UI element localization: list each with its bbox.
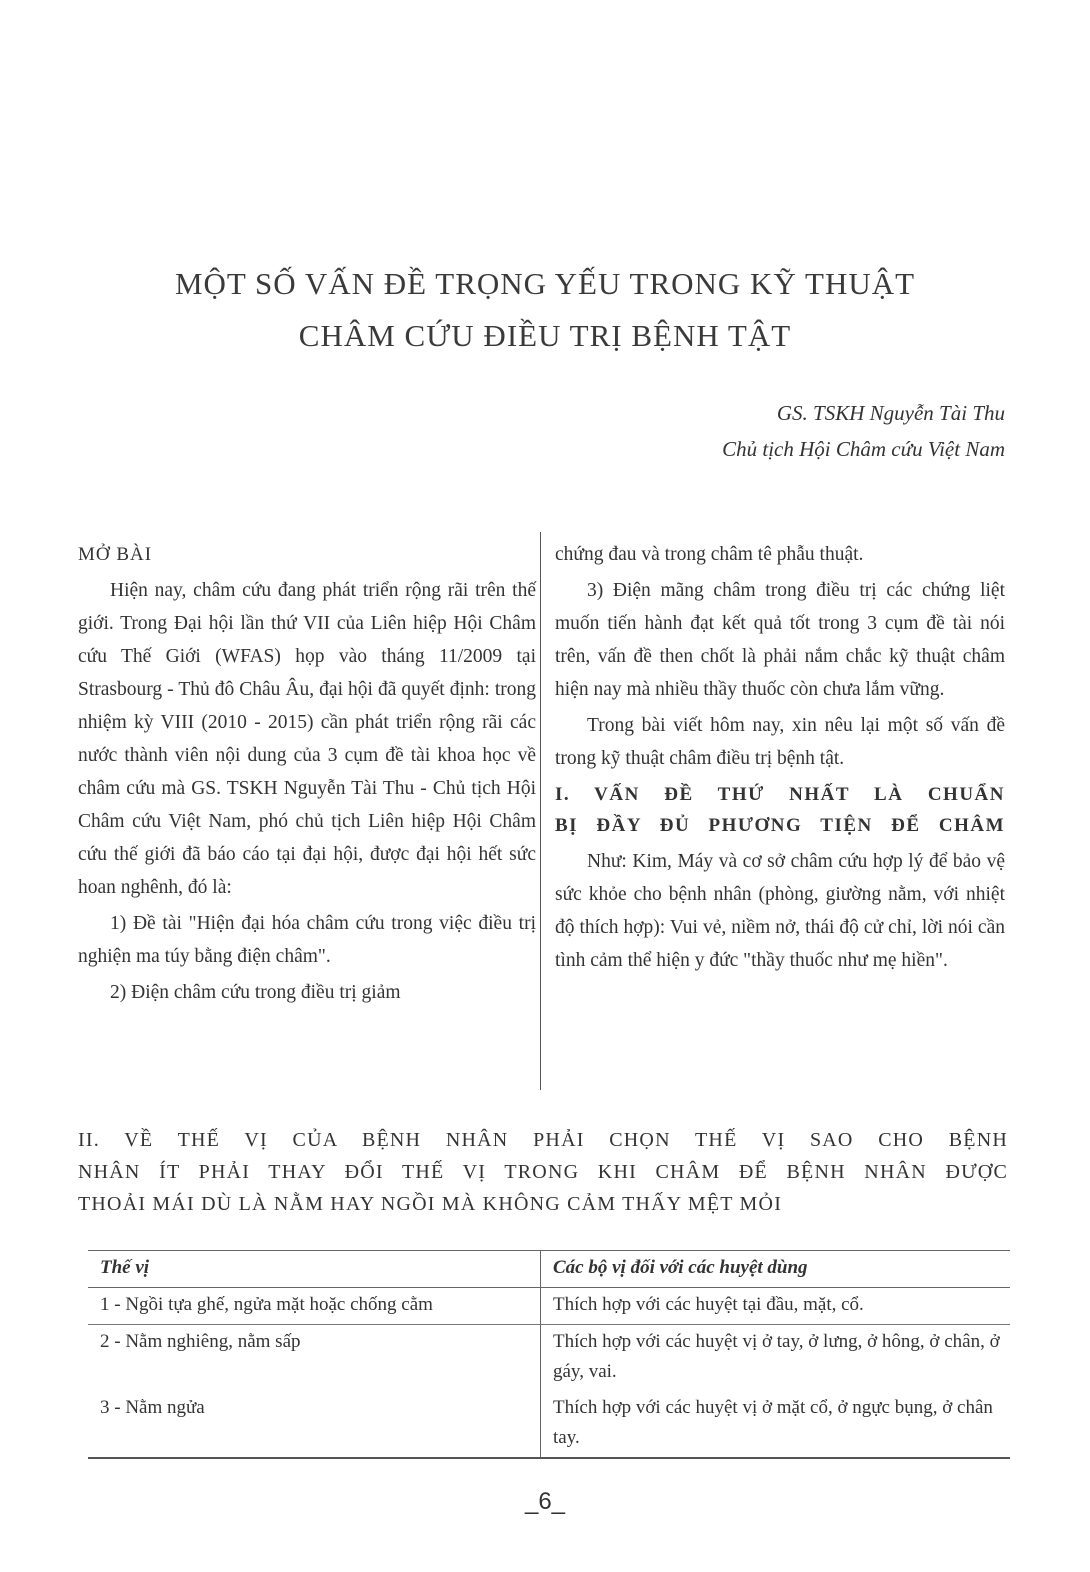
table-header-row bbox=[88, 1251, 1010, 1288]
title-line-2: CHÂM CỨU ĐIỀU TRỊ BỆNH TẬT bbox=[298, 318, 792, 353]
column-divider bbox=[540, 532, 541, 1090]
table-row bbox=[88, 1325, 1010, 1392]
section-1-heading-line-1: I. VẤN ĐỀ THỨ NHẤT LÀ CHUẨN bbox=[555, 784, 1005, 805]
section-2-heading bbox=[78, 1124, 1008, 1220]
intro-paragraph-2: Trong bài viết hôm nay, xin nêu lại một số vấn đề trong kỹ thuật châm điều trị bệnh tật. bbox=[555, 715, 1005, 769]
position-table bbox=[88, 1250, 1010, 1459]
section-1-heading bbox=[555, 779, 1005, 841]
table-cell: 3 - Nằm ngửa bbox=[88, 1391, 541, 1458]
section-2-heading-line-1: II. VỀ THẾ VỊ CỦA BỆNH NHÂN PHẢI CHỌN THẾ VỊ SAO CHO BỆNH bbox=[78, 1129, 1008, 1151]
table-cell: Thích hợp với các huyệt tại đầu, mặt, cổ. bbox=[541, 1288, 1011, 1325]
title-line-1: MỘT SỐ VẤN ĐỀ TRỌNG YẾU TRONG KỸ THUẬT bbox=[174, 266, 916, 301]
right-column bbox=[555, 538, 1005, 980]
list-item-2-continued: chứng đau và trong châm tê phẫu thuật. bbox=[555, 544, 864, 565]
table-header-cell: Các bộ vị đối với các huyệt dùng bbox=[541, 1251, 1011, 1288]
page-number: _6_ bbox=[524, 1488, 566, 1515]
list-item-2: 2) Điện châm cứu trong điều trị giảm bbox=[110, 982, 401, 1003]
author-role: Chủ tịch Hội Châm cứu Việt Nam bbox=[722, 437, 1005, 461]
table-row bbox=[88, 1391, 1010, 1458]
section-2-heading-line-3: THOẢI MÁI DÙ LÀ NẰM HAY NGỒI MÀ KHÔNG CẢM THẤY MỆT MỎI bbox=[78, 1193, 783, 1215]
table-cell: 2 - Nằm nghiêng, nằm sấp bbox=[88, 1325, 541, 1392]
table-row bbox=[88, 1288, 1010, 1325]
section-2-heading-line-2: NHÂN ÍT PHẢI THAY ĐỔI THẾ VỊ TRONG KHI CHÂM ĐỂ BỆNH NHÂN ĐƯỢC bbox=[78, 1161, 1008, 1183]
table-cell: Thích hợp với các huyệt vị ở mặt cổ, ở ngực bụng, ở chân tay. bbox=[541, 1391, 1011, 1458]
table-cell: 1 - Ngồi tựa ghế, ngửa mặt hoặc chống cằm bbox=[88, 1288, 541, 1325]
author-block bbox=[722, 395, 1005, 467]
section-1-body: Như: Kim, Máy và cơ sở châm cứu hợp lý để bảo vệ sức khỏe cho bệnh nhân (phòng, giường nằm, với nhiệt độ thích hợp): Vui vẻ, niềm nở, thái độ cử chỉ, lời nói cần tình cảm thể hiện y đức "thầy thuốc như mẹ hiền". bbox=[555, 851, 1005, 971]
table-cell: Thích hợp với các huyệt vị ở tay, ở lưng, ở hông, ở chân, ở gáy, vai. bbox=[553, 1331, 1000, 1382]
intro-heading: MỞ BÀI bbox=[78, 544, 153, 565]
section-1-heading-line-2: BỊ ĐẦY ĐỦ PHƯƠNG TIỆN ĐỂ CHÂM bbox=[555, 815, 1005, 836]
table-header-cell: Thế vị bbox=[88, 1251, 541, 1288]
article-title bbox=[80, 258, 1010, 362]
author-name: GS. TSKH Nguyễn Tài Thu bbox=[776, 401, 1005, 425]
left-column bbox=[78, 538, 536, 1012]
list-item-3: 3) Điện mãng châm trong điều trị các chứng liệt muốn tiến hành đạt kết quả tốt trong 3 cụm đề tài nói trên, vấn đề then chốt là phải nắm chắc kỹ thuật châm hiện nay mà nhiều thầy thuốc còn chưa lắm vững. bbox=[555, 580, 1005, 700]
list-item-1: 1) Đề tài "Hiện đại hóa châm cứu trong việc điều trị nghiện ma túy bằng điện châm". bbox=[78, 913, 536, 967]
intro-paragraph: Hiện nay, châm cứu đang phát triển rộng rãi trên thế giới. Trong Đại hội lần thứ VII của Liên hiệp Hội Châm cứu Thế Giới (WFAS) họp vào tháng 11/2009 tại Strasbourg - Thủ đô Châu Âu, đại hội đã quyết định: trong nhiệm kỳ VIII (2010 - 2015) cần phát triển rộng rãi các nước thành viên nội dung của 3 cụm đề tài khoa học về châm cứu mà GS. TSKH Nguyễn Tài Thu - Chủ tịch Hội Châm cứu Việt Nam, phó chủ tịch Liên hiệp Hội Châm cứu thế giới đã báo cáo tại đại hội, được đại hội hết sức hoan nghênh, đó là: bbox=[78, 580, 536, 898]
